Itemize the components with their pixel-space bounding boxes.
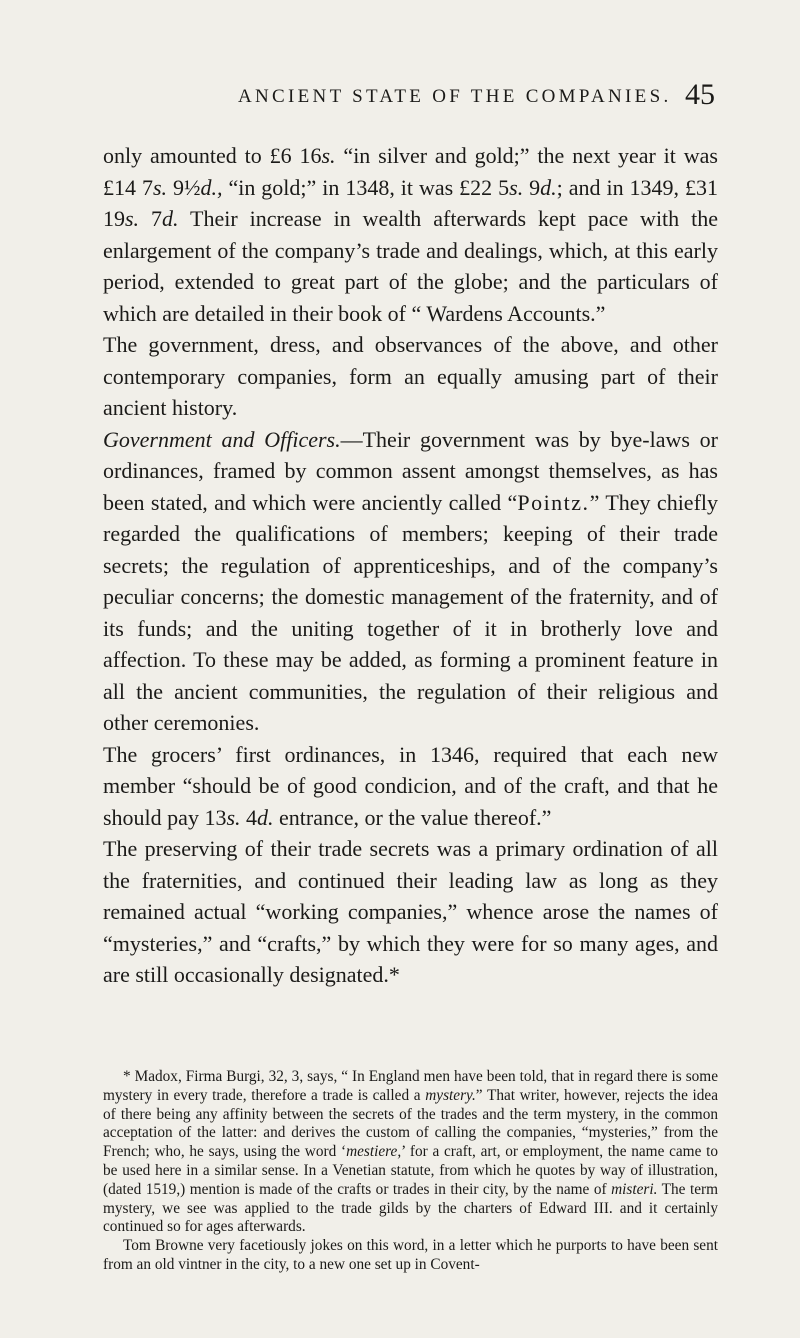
smallcaps-run: Pointz. xyxy=(517,489,590,515)
body-paragraph xyxy=(103,140,718,329)
footnotes xyxy=(103,1068,718,1275)
italic-run: s. xyxy=(509,174,524,200)
text-run: —Their government was by bye-laws or ordinances, framed by common assent amongst themselves, as has been stated, and which were anciently called “ xyxy=(103,426,718,515)
italic-run: d. xyxy=(540,174,557,200)
italic-run: s. xyxy=(125,206,140,231)
text-run: Their increase in wealth afterwards kept pace with the enlargement of the company’s trade and dealings, which, at this early period, extended to great part of the globe; and the particulars of which are detailed in their book of “ Wardens Accounts.” xyxy=(103,206,718,326)
footnote-paragraph xyxy=(103,1068,718,1237)
text-run: 9 xyxy=(523,174,541,200)
italic-run: d. xyxy=(162,206,179,231)
text-run: Tom Browne very facetiously jokes on this word, in a letter which he purports to have been sent from an old vintner in the city, to a new one set up in Covent- xyxy=(103,1237,718,1273)
italic-run: s. xyxy=(321,143,336,168)
text-run: ” That writer, however, rejects the idea of there being any affinity between the secrets of the trades and the term mystery, in the common acceptation of the latter: and derives the custom of calling the companies, “mysteries,” from the French; who, he says, using the word ‘ xyxy=(103,1086,719,1161)
italic-run: Government and Officers. xyxy=(103,426,341,452)
italic-run: d., xyxy=(200,174,223,200)
page-header xyxy=(0,78,800,118)
text-run: 4 xyxy=(240,804,258,830)
page-number: 45 xyxy=(685,78,715,111)
text-run: only amounted to £6 16 xyxy=(103,143,322,168)
italic-run: s. xyxy=(152,174,168,200)
running-title: ANCIENT STATE OF THE COMPANIES. xyxy=(238,86,672,107)
body-paragraph xyxy=(103,833,718,991)
footnote-paragraph xyxy=(103,1237,718,1275)
text-run: entrance, or the value thereof.” xyxy=(273,804,552,830)
text-run: “in silver and gold;” the next year it was £14 7 xyxy=(103,143,718,200)
body-paragraph xyxy=(103,329,718,424)
body-text xyxy=(103,140,718,991)
text-run: 7 xyxy=(139,206,162,231)
text-run: * Madox, Firma Burgi, 32, 3, says, “ In England men have been told, that in regard there is some mystery in every trade, therefore a trade is called a xyxy=(103,1068,718,1104)
italic-run: mystery. xyxy=(425,1086,476,1104)
text-run: The term mystery, we see was applied to the trade gilds by the charters of Edward III. and it certainly continued so for ages afterwards. xyxy=(103,1180,718,1236)
text-run: The grocers’ first ordinances, in 1346, required that each new member “should be of good condicion, and of the craft, and that he should pay 13 xyxy=(103,741,718,830)
text-run: “in gold;” in 1348, it was £22 5 xyxy=(222,174,510,200)
italic-run: misteri. xyxy=(611,1180,658,1198)
text-run: ” They chiefly regarded the qualifications of members; keeping of their trade secrets; the regulation of apprenticeships, and of the company’s peculiar concerns; the domestic management of the fraternity, and of its funds; and the uniting together of it in brotherly love and affection. To these may be added, as forming a prominent feature in all the ancient communities, the regulation of their religious and other ceremonies. xyxy=(103,489,719,735)
text-run: The preserving of their trade secrets was a primary ordination of all the fraternities, and continued their leading law as long as they remained actual “working companies,” whence arose the names of “mysteries,” and “crafts,” by which they were for so many ages, and are still occasionally designated.* xyxy=(103,836,718,987)
text-run: The government, dress, and observances of the above, and other contemporary companies, form an equally amusing part of their ancient history. xyxy=(103,332,718,420)
body-paragraph xyxy=(103,739,718,834)
italic-run: s. xyxy=(226,804,241,830)
italic-run: d. xyxy=(257,804,274,830)
italic-run: mestiere, xyxy=(346,1143,402,1161)
body-paragraph xyxy=(103,424,718,739)
text-run: ’ for a craft, art, or employment, the name came to be used here in a similar sense. In a Venetian statute, from which he quotes by way of illustration, (dated 1519,) mention is made of the crafts or trades in their city, by the name of xyxy=(103,1143,719,1198)
text-run: 9½ xyxy=(167,174,201,200)
text-run: ; and in 1349, £31 19 xyxy=(103,174,719,231)
